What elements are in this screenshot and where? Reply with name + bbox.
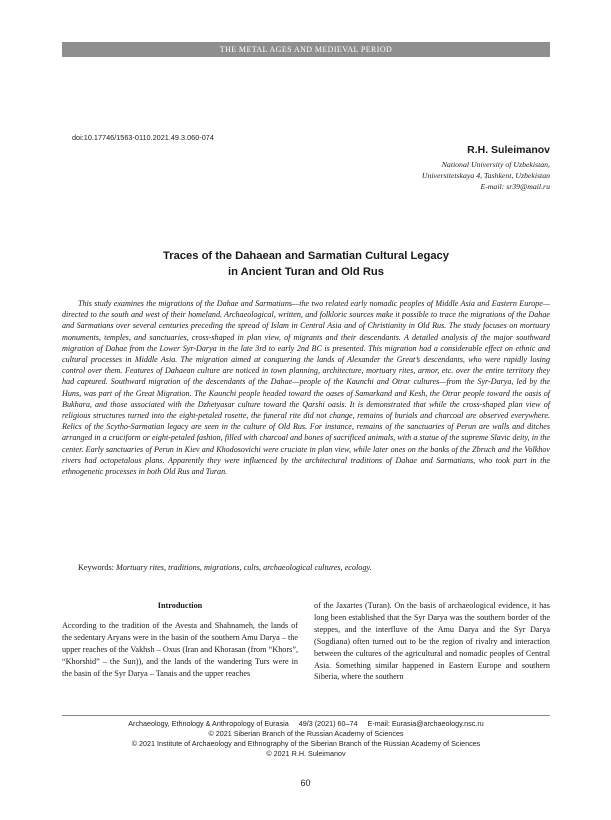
introduction-paragraph-left: According to the tradition of the Avesta and Shahnameh, the lands of the sedentary Aryans were in the basin of the southern Amu Darya – the upper reaches of the Vakhsh – Oxus (Iran and Khorasan (from “Khors”, “Khorshid” – the Sun)), and the lands of the wandering Turs were in the basin of the Syr Darya – Tanais and the upper reaches — [62, 621, 298, 678]
affiliation-address: Universitetskaya 4, Tashkent, Uzbekistan — [421, 171, 550, 180]
copyright-line-3: © 2021 R.H. Suleimanov — [266, 749, 346, 758]
abstract: This study examines the migrations of the Dahae and Sarmatians—the two related early nomadic peoples of Middle Asia and Eastern Europe—directed to the south and west of their homeland. Archaeological, written, and folkloric sources make it possible to trace the migrations of the Dahae and Sarmatians over several centuries preceding the spread of Islam in Central Asia and of Christianity in Old Rus. The study focuses on mortuary monuments, temples, and sanctuaries, cross-shaped in plan view, of migrants and their descendants. A detailed analysis of the major southward migration of Dahae from the Lower Syr-Darya in the late 3rd to early 2nd BC is presented. This migration had a considerable effect on ethnic and cultural processes in Middle Asia. The migration aimed at conquering the lands of Alexander the Great’s descendants, who were rapidly losing control over them. Features of Dahaean culture are noticed in town planning, architecture, mortuary rites, armor, etc. over the entire territory they had captured. Southward migration of the descendants of the Dahae—people of the Kaunchi and Otrar cultures—from the Syr-Darya, led by the Huns, was part of the Great Migration. The Kaunchi people headed toward the oases of Samarkand and Kesh, the Otrar people toward the oasis of Bukhara, and those associated with the Dzhetyasar culture toward the Qarshi oasis. It is demonstrated that while the cross-shaped plan view of religious structures turned into the eight-petaled rosette, the funeral rite did not change, remains of burials and charcoal are observed everywhere. Relics of the Scytho-Sarmatian legacy are seen in the culture of Old Rus. For instance, remains of the sanctuaries of Perun are walls and ditches arranged in a cruciform or eight-petaled fashion, filled with charcoal and bones of sacrificed animals, with a statue of the supreme Slavic deity, in the center. Early sanctuaries of Perun in Kiev and Khodosovichi were cruciate in plan view, while later ones on the banks of the Zbruch and the Volkhov rivers had octopetalous plans. Apparently they were influenced by the architectural traditions of Dahae and Sarmatians, who took part in the ethnogenetic processes in both Old Rus and Turan. — [62, 299, 550, 477]
author-email: E-mail: sr39@mail.ru — [480, 182, 550, 191]
section-header-bar — [62, 42, 550, 57]
copyright-line-1: © 2021 Siberian Branch of the Russian Academy of Sciences — [208, 729, 404, 738]
left-column — [62, 600, 298, 680]
page-number: 60 — [300, 778, 311, 788]
article-title-line-1: Traces of the Dahaean and Sarmatian Cultural Legacy — [163, 250, 449, 262]
journal-name: Archaeology, Ethnology & Anthropology of Eurasia — [128, 719, 289, 728]
affiliation-line: National University of Uzbekistan, — [441, 160, 550, 169]
introduction-heading: Introduction — [157, 601, 203, 610]
doi-text: doi:10.17746/1563-0110.2021.49.3.060-074 — [72, 133, 214, 142]
keywords — [78, 563, 372, 572]
copyright-line-2: © 2021 Institute of Archaeology and Ethnography of the Siberian Branch of the Russian Academy of Sciences — [131, 739, 481, 748]
article-title-line-2: in Ancient Turan and Old Rus — [227, 266, 384, 278]
footer-divider — [62, 715, 550, 716]
keywords-label: Keywords: — [78, 563, 114, 572]
author-name: R.H. Suleimanov — [467, 144, 550, 156]
article-title — [62, 248, 550, 280]
footer-journal-line — [62, 719, 550, 729]
section-title: THE METAL AGES AND MEDIEVAL PERIOD — [219, 45, 393, 54]
journal-volume: 49/3 (2021) 60–74 — [298, 719, 358, 728]
introduction-paragraph-right: of the Jaxartes (Turan). On the basis of archaeological evidence, it has long been established that the Syr Darya was the southern border of the steppes, and the interfluve of the Amu Darya and the Syr Darya (Sogdiana) often turned out to be the region of rivalry and interaction between the cultures of the agricultural and nomadic peoples of Central Asia. Something similar happened in Eastern Europe and southern Siberia, where the southern — [314, 601, 550, 682]
journal-email: E-mail: Eurasia@archaeology.nsc.ru — [367, 719, 484, 728]
right-column — [314, 600, 550, 683]
footer — [62, 719, 550, 759]
keywords-text: Mortuary rites, traditions, migrations, cults, archaeological cultures, ecology. — [115, 563, 372, 572]
author-block — [422, 144, 550, 192]
